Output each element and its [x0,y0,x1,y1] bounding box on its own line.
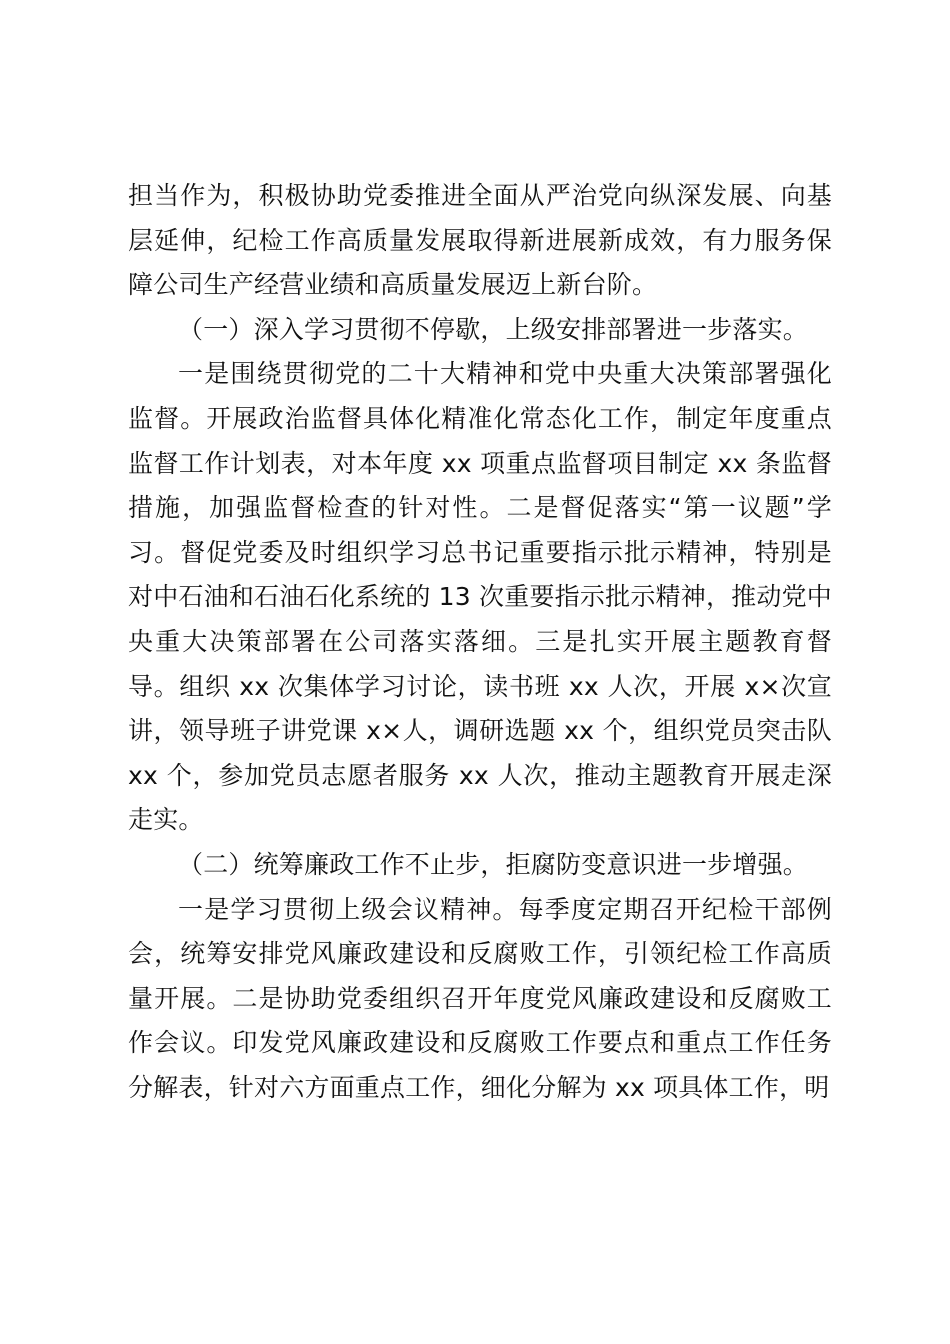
paragraph-section-2-body: 一是学习贯彻上级会议精神。每季度定期召开纪检干部例会，统筹安排党风廉政建设和反腐败工作，引领纪检工作高质量开展。二是协助党委组织召开年度党风廉政建设和反腐败工作会议。印发党风廉政建设和反腐败工作要点和重点工作任务分解表，针对六方面重点工作，细化分解为 xx 项具体工作，明 [128,894,832,1102]
section-heading-1: （一）深入学习贯彻不停歇，上级安排部署进一步落实。 [178,314,809,344]
paragraph-continuation: 担当作为，积极协助党委推进全面从严治党向纵深发展、向基层延伸，纪检工作高质量发展取得新进展新成效，有力服务保障公司生产经营业绩和高质量发展迈上新台阶。 [128,181,832,300]
section-heading-2: （二）统筹廉政工作不止步，拒腐防变意识进一步增强。 [178,849,809,879]
paragraph-section-1-body: 一是围绕贯彻党的二十大精神和党中央重大决策部署强化监督。开展政治监督具体化精准化常态化工作，制定年度重点监督工作计划表，对本年度 xx 项重点监督项目制定 xx 条监督措施，加强监督检查的针对性。二是督促落实“第一议题”学习。督促党委及时组织学习总书记重要指示批示精神，特别是对中石油和石油石化系统的 13 次重要指示批示精神，推动党中央重大决策部署在公司落实落细。三是扎实开展主题教育督导。组织 xx 次集体学习讨论，读书班 xx 人次，开展 x×次宣讲，领导班子讲党课 x×人，调研选题 xx 个，组织党员突击队 xx 个，参加党员志愿者服务 xx 人次，推动主题教育开展走深走实。 [128,359,832,835]
document-body [128,174,832,1110]
